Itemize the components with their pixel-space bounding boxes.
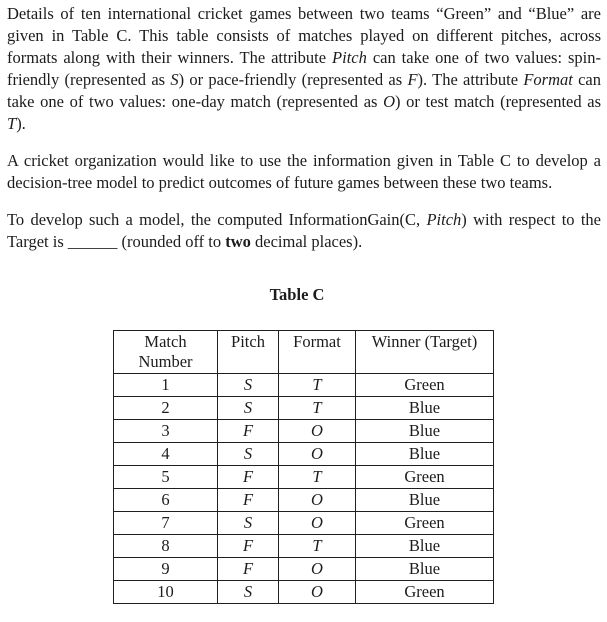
text-segment: ) or test match (represented as bbox=[395, 92, 601, 111]
header-winner: Winner (Target) bbox=[356, 331, 494, 374]
header-format: Format bbox=[279, 331, 356, 374]
answer-blank: ______ bbox=[67, 232, 118, 251]
cell-match: 7 bbox=[114, 512, 218, 535]
cell-format: O bbox=[279, 512, 356, 535]
text-segment: two bbox=[225, 232, 251, 251]
match-row-8 bbox=[114, 535, 494, 558]
cell-winner: Green bbox=[356, 374, 494, 397]
text-segment: F bbox=[407, 70, 418, 89]
text-segment: S bbox=[170, 70, 179, 89]
match-table-body bbox=[114, 374, 494, 604]
context-paragraph bbox=[7, 150, 601, 194]
question-paragraph bbox=[7, 209, 601, 253]
text-segment: decimal places). bbox=[250, 232, 363, 251]
match-row-10 bbox=[114, 581, 494, 604]
cell-winner: Blue bbox=[356, 558, 494, 581]
cell-pitch: F bbox=[218, 558, 279, 581]
cell-format: O bbox=[279, 558, 356, 581]
text-segment: T bbox=[7, 114, 17, 133]
match-row-9 bbox=[114, 558, 494, 581]
match-row-6 bbox=[114, 489, 494, 512]
text-segment: (rounded off to bbox=[117, 232, 226, 251]
cell-winner: Blue bbox=[356, 443, 494, 466]
cell-pitch: S bbox=[218, 397, 279, 420]
cell-winner: Green bbox=[356, 512, 494, 535]
cell-winner: Green bbox=[356, 581, 494, 604]
cell-winner: Blue bbox=[356, 535, 494, 558]
cell-format: T bbox=[279, 535, 356, 558]
match-row-7 bbox=[114, 512, 494, 535]
cell-format: T bbox=[279, 397, 356, 420]
text-segment: can take one of two values: one-day match (represented as bbox=[7, 70, 601, 111]
cell-format: O bbox=[279, 489, 356, 512]
cell-winner: Green bbox=[356, 466, 494, 489]
cell-format: T bbox=[279, 466, 356, 489]
cell-match: 10 bbox=[114, 581, 218, 604]
text-segment: Format bbox=[523, 70, 573, 89]
cell-format: O bbox=[279, 420, 356, 443]
text-segment: ). The attribute bbox=[417, 70, 524, 89]
cell-pitch: F bbox=[218, 466, 279, 489]
match-row-5 bbox=[114, 466, 494, 489]
cell-pitch: S bbox=[218, 512, 279, 535]
cell-format: O bbox=[279, 443, 356, 466]
match-table bbox=[113, 330, 494, 604]
text-segment: ). bbox=[16, 114, 26, 133]
text-segment: A cricket organization would like to use the information given in Table C to develop a decision-tree model to predict outcomes of future games between these two teams. bbox=[7, 151, 601, 192]
cell-format: T bbox=[279, 374, 356, 397]
cell-match: 3 bbox=[114, 420, 218, 443]
cell-match: 8 bbox=[114, 535, 218, 558]
match-row-4 bbox=[114, 443, 494, 466]
cell-match: 2 bbox=[114, 397, 218, 420]
text-segment: Pitch bbox=[332, 48, 367, 67]
header-pitch: Pitch bbox=[218, 331, 279, 374]
match-row-2 bbox=[114, 397, 494, 420]
text-segment: ) with respect to the Target is bbox=[7, 210, 602, 251]
text-segment: ) or pace-friendly (represented as bbox=[178, 70, 408, 89]
text-segment: can take one of two values: spin-friendly (represented as bbox=[7, 48, 601, 89]
header-match-number: Match Number bbox=[114, 331, 218, 374]
cell-match: 6 bbox=[114, 489, 218, 512]
cell-pitch: S bbox=[218, 374, 279, 397]
cell-pitch: F bbox=[218, 535, 279, 558]
cell-pitch: F bbox=[218, 420, 279, 443]
cell-pitch: F bbox=[218, 489, 279, 512]
match-row-1 bbox=[114, 374, 494, 397]
cell-winner: Blue bbox=[356, 489, 494, 512]
header-row bbox=[114, 331, 494, 374]
intro-paragraph bbox=[7, 3, 601, 135]
cell-winner: Blue bbox=[356, 397, 494, 420]
text-segment: To develop such a model, the computed InformationGain(C, bbox=[7, 210, 427, 229]
cell-match: 1 bbox=[114, 374, 218, 397]
match-table-head bbox=[114, 331, 494, 374]
table-title: Table C bbox=[269, 285, 325, 304]
cell-match: 9 bbox=[114, 558, 218, 581]
cell-winner: Blue bbox=[356, 420, 494, 443]
text-segment: Details of ten international cricket games between two teams “Green” and “Blue” are given in Table C. This table consists of matches played on different pitches, across formats along with their winners. The attribute bbox=[7, 4, 601, 67]
match-row-3 bbox=[114, 420, 494, 443]
cell-match: 4 bbox=[114, 443, 218, 466]
cell-pitch: S bbox=[218, 581, 279, 604]
cell-match: 5 bbox=[114, 466, 218, 489]
cell-pitch: S bbox=[218, 443, 279, 466]
cell-format: O bbox=[279, 581, 356, 604]
text-segment: Pitch bbox=[426, 210, 462, 229]
text-segment: O bbox=[383, 92, 396, 111]
